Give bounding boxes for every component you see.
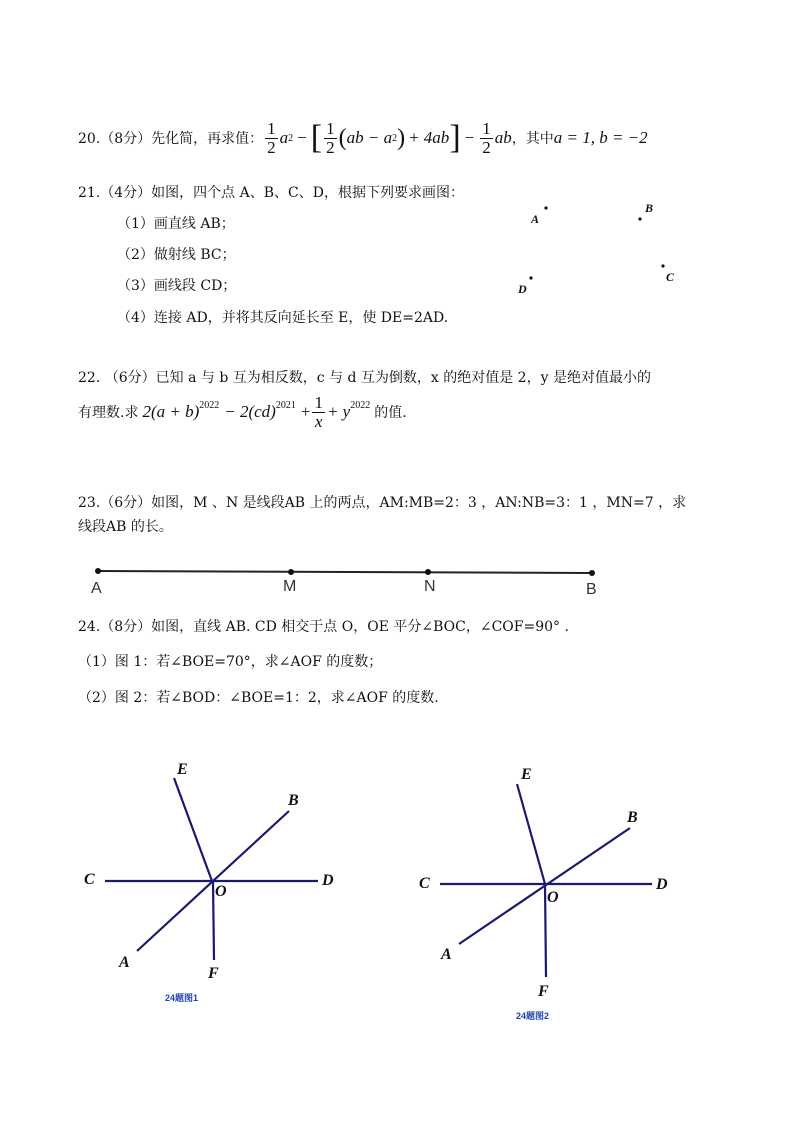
q22-fraction: $\frac{1}{x}$ <box>314 392 323 431</box>
segment-label-m: M <box>283 578 297 595</box>
point-d-label: D <box>518 282 527 296</box>
fig1-label-a: A <box>119 954 130 971</box>
fig2-label-e: E <box>521 766 532 783</box>
point-b-label: B <box>645 201 654 215</box>
fig1-label-b: B <box>288 792 299 809</box>
fig2-ray-of <box>545 884 546 977</box>
fig2-caption: 24题图2 <box>516 1011 550 1021</box>
q22-line-1: 22. （6分）已知 a 与 b 互为相反数，c 与 d 互为倒数，x 的绝对值是 2，y 是绝对值最小的 <box>78 370 651 386</box>
segment-label-a: A <box>91 580 102 597</box>
q23-line-1: 23.（6分）如图，M 、N 是线段AB 上的两点，AM:MB=2：3 ，AN:NB=3：1 ，MN=7 ，求 <box>78 495 687 511</box>
q20-fraction-3: $\frac{1}{2}$ <box>482 118 491 157</box>
q20-fraction-1: $\frac{1}{2}$ <box>267 118 276 157</box>
fig1-label-d: D <box>322 872 334 889</box>
q20-expression: $\frac{1}{2}$ a 2 − [ $\frac{1}{2}$ ( ab − a 2 ) + 4ab ] − $\frac{1}{2}$ ab <box>267 118 512 157</box>
q22-expression: 2(a + b) $^{2022}$ − 2(cd) $^{2021}$ + $\frac{1}{x}$ + y $^{2022}$ <box>142 392 371 431</box>
left-bracket: [ <box>310 119 323 156</box>
q20-label: 20.（8分）先化简，再求值： <box>78 131 264 147</box>
segment-label-b: B <box>586 581 597 598</box>
fig2-label-c: C <box>419 875 430 892</box>
q23-line-2: 线段AB 的长。 <box>78 519 173 535</box>
fig2-label-b: B <box>627 809 638 826</box>
point-a-label: A <box>531 212 540 226</box>
q21-item-1: （1）画直线 AB； <box>117 216 235 232</box>
fig1-label-o: O <box>215 883 227 900</box>
fig1-label-c: C <box>84 871 95 888</box>
fig2-label-f: F <box>538 983 549 1000</box>
fig1-ray-of <box>213 881 214 960</box>
point-c-label: C <box>666 270 675 284</box>
fig2-label-o: O <box>547 889 559 906</box>
q21-item-3: （3）画线段 CD； <box>117 278 237 294</box>
fig2-ray-oe <box>517 784 545 884</box>
fig1-caption: 24题图1 <box>165 993 199 1003</box>
q21-heading: 21.（4分）如图，四个点 A、B、C、D，根据下列要求画图： <box>78 185 464 201</box>
q20-fraction-2: $\frac{1}{2}$ <box>326 118 335 157</box>
fig1-ray-oe <box>174 778 212 881</box>
figure-1-lines <box>105 778 318 960</box>
fig1-label-e: E <box>177 761 188 778</box>
q24-part-1: （1）图 1：若∠BOE=70°，求∠AOF 的度数； <box>78 654 383 670</box>
q20-condition: a = 1, b = −2 <box>553 128 648 147</box>
fig2-label-a: A <box>441 946 452 963</box>
q21-item-4: （4）连接 AD，并将其反向延长至 E，使 DE=2AD. <box>117 310 449 326</box>
right-bracket: ] <box>449 119 461 156</box>
fig1-label-f: F <box>208 965 219 982</box>
segment-label-n: N <box>424 578 436 595</box>
q24-part-2: （2）图 2：若∠BOD：∠BOE=1：2，求∠AOF 的度数. <box>78 690 439 706</box>
question-20: 20.（8分）先化简，再求值： $\frac{1}{2}$ a 2 − [ $\frac{1}{2}$ ( ab − a 2 ) + 4ab ] − $\frac{1}{2}$ ab ，其中 a = 1, b = −2 <box>78 118 648 157</box>
fig2-label-d: D <box>656 876 668 893</box>
q21-item-2: （2）做射线 BC； <box>117 247 236 263</box>
q22-line-2: 有理数.求 2(a + b) $^{2022}$ − 2(cd) $^{2021}$ + $\frac{1}{x}$ + y $^{2022}$ 的值. <box>78 392 407 431</box>
q24-line-1: 24.（8分）如图，直线 AB. CD 相交于点 O，OE 平分∠BOC，∠COF=90° . <box>78 619 569 635</box>
figure-2-lines <box>440 784 652 977</box>
